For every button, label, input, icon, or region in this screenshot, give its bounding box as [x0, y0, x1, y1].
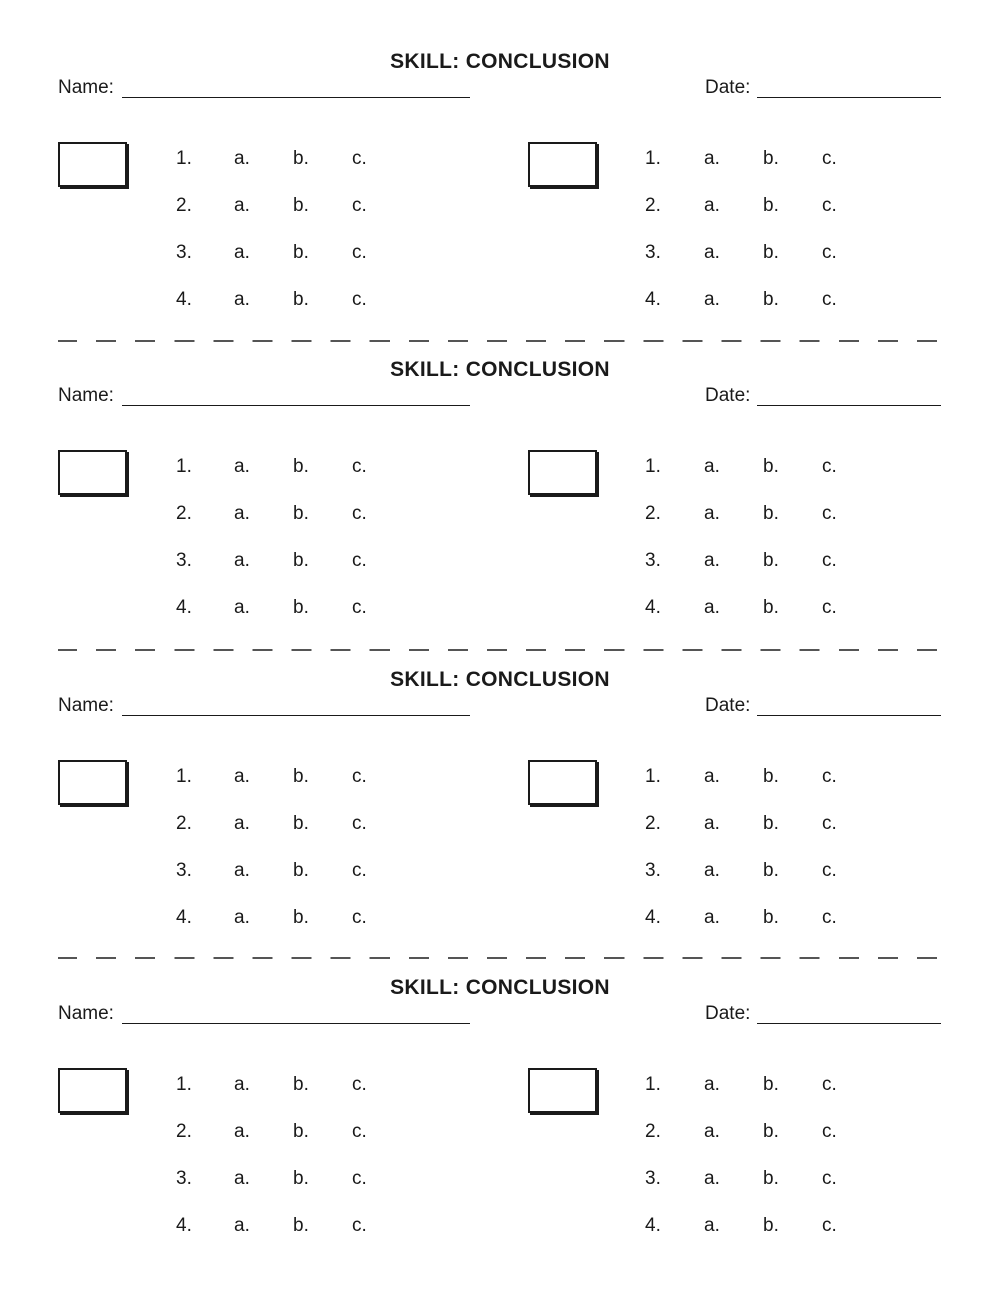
name-label: Name: [58, 385, 114, 406]
question-number: 3. [176, 242, 192, 263]
choice-b[interactable]: b. [763, 1074, 779, 1095]
name-label: Name: [58, 77, 114, 98]
choice-a[interactable]: a. [704, 503, 720, 524]
choice-b[interactable]: b. [763, 766, 779, 787]
choice-b[interactable]: b. [763, 195, 779, 216]
choice-c[interactable]: c. [352, 242, 367, 263]
choice-a[interactable]: a. [234, 1121, 250, 1142]
choice-c[interactable]: c. [822, 1215, 837, 1236]
choice-c[interactable]: c. [352, 148, 367, 169]
cut-line-divider [58, 340, 941, 342]
choice-b[interactable]: b. [763, 1215, 779, 1236]
choice-a[interactable]: a. [704, 289, 720, 310]
question-number: 4. [176, 1215, 192, 1236]
question-number: 3. [176, 860, 192, 881]
question-number: 3. [645, 242, 661, 263]
right-question-row [0, 1215, 1000, 1241]
choice-a[interactable]: a. [704, 550, 720, 571]
question-number: 3. [645, 550, 661, 571]
choice-c[interactable]: c. [822, 907, 837, 928]
choice-a[interactable]: a. [234, 907, 250, 928]
date-label: Date: [705, 385, 751, 406]
choice-b[interactable]: b. [293, 907, 309, 928]
choice-a[interactable]: a. [234, 242, 250, 263]
date-label: Date: [705, 77, 751, 98]
date-field[interactable] [757, 405, 941, 406]
right-question-row [0, 860, 1000, 886]
choice-b[interactable]: b. [763, 456, 779, 477]
choice-c[interactable]: c. [822, 242, 837, 263]
question-number: 3. [176, 1168, 192, 1189]
choice-c[interactable]: c. [352, 1121, 367, 1142]
right-question-row [0, 1168, 1000, 1194]
choice-a[interactable]: a. [234, 550, 250, 571]
question-number: 2. [176, 503, 192, 524]
choice-b[interactable]: b. [293, 550, 309, 571]
choice-a[interactable]: a. [234, 1215, 250, 1236]
answer-section [0, 0, 1000, 310]
date-label: Date: [705, 695, 751, 716]
choice-c[interactable]: c. [822, 766, 837, 787]
choice-b[interactable]: b. [293, 148, 309, 169]
answer-section [0, 308, 1000, 618]
choice-c[interactable]: c. [822, 550, 837, 571]
choice-c[interactable]: c. [822, 1121, 837, 1142]
choice-c[interactable]: c. [352, 766, 367, 787]
choice-b[interactable]: b. [763, 242, 779, 263]
choice-c[interactable]: c. [352, 289, 367, 310]
choice-b[interactable]: b. [293, 503, 309, 524]
right-question-row [0, 550, 1000, 576]
cut-line-divider [58, 957, 941, 959]
choice-a[interactable]: a. [704, 766, 720, 787]
name-label: Name: [58, 1003, 114, 1024]
choice-b[interactable]: b. [763, 148, 779, 169]
choice-b[interactable]: b. [763, 503, 779, 524]
right-question-row [0, 148, 1000, 174]
choice-c[interactable]: c. [352, 1074, 367, 1095]
choice-a[interactable]: a. [704, 1215, 720, 1236]
choice-a[interactable]: a. [234, 1168, 250, 1189]
choice-c[interactable]: c. [822, 148, 837, 169]
choice-b[interactable]: b. [293, 289, 309, 310]
choice-b[interactable]: b. [293, 813, 309, 834]
question-number: 1. [645, 766, 661, 787]
choice-b[interactable]: b. [763, 289, 779, 310]
choice-a[interactable]: a. [704, 242, 720, 263]
right-question-row [0, 503, 1000, 529]
choice-a[interactable]: a. [704, 1121, 720, 1142]
choice-b[interactable]: b. [763, 813, 779, 834]
choice-c[interactable]: c. [352, 860, 367, 881]
question-number: 4. [645, 1215, 661, 1236]
choice-b[interactable]: b. [293, 597, 309, 618]
choice-a[interactable]: a. [234, 766, 250, 787]
question-number: 4. [176, 597, 192, 618]
date-field[interactable] [757, 715, 941, 716]
answer-section [0, 926, 1000, 1236]
choice-a[interactable]: a. [704, 148, 720, 169]
question-number: 2. [645, 1121, 661, 1142]
choice-b[interactable]: b. [293, 195, 309, 216]
choice-c[interactable]: c. [352, 597, 367, 618]
choice-b[interactable]: b. [293, 456, 309, 477]
choice-c[interactable]: c. [822, 503, 837, 524]
question-number: 4. [645, 597, 661, 618]
question-number: 2. [176, 1121, 192, 1142]
name-field[interactable] [122, 1023, 470, 1024]
right-question-row [0, 195, 1000, 221]
name-label: Name: [58, 695, 114, 716]
choice-b[interactable]: b. [763, 597, 779, 618]
choice-b[interactable]: b. [293, 1074, 309, 1095]
choice-a[interactable]: a. [234, 503, 250, 524]
choice-a[interactable]: a. [234, 597, 250, 618]
choice-c[interactable]: c. [822, 289, 837, 310]
choice-a[interactable]: a. [704, 813, 720, 834]
cut-line-divider [58, 649, 941, 651]
choice-a[interactable]: a. [234, 1074, 250, 1095]
date-field[interactable] [757, 97, 941, 98]
choice-a[interactable]: a. [234, 195, 250, 216]
right-question-row [0, 1121, 1000, 1147]
choice-c[interactable]: c. [822, 195, 837, 216]
choice-c[interactable]: c. [352, 456, 367, 477]
choice-b[interactable]: b. [293, 766, 309, 787]
choice-a[interactable]: a. [234, 813, 250, 834]
question-number: 2. [645, 813, 661, 834]
name-field[interactable] [122, 405, 470, 406]
choice-b[interactable]: b. [763, 907, 779, 928]
question-number: 4. [645, 907, 661, 928]
question-number: 2. [176, 195, 192, 216]
choice-c[interactable]: c. [822, 860, 837, 881]
question-number: 2. [176, 813, 192, 834]
choice-c[interactable]: c. [352, 195, 367, 216]
question-number: 4. [176, 907, 192, 928]
choice-b[interactable]: b. [293, 860, 309, 881]
choice-c[interactable]: c. [822, 597, 837, 618]
choice-a[interactable]: a. [234, 289, 250, 310]
right-question-row [0, 1074, 1000, 1100]
choice-c[interactable]: c. [352, 1215, 367, 1236]
choice-c[interactable]: c. [352, 503, 367, 524]
date-field[interactable] [757, 1023, 941, 1024]
right-question-row [0, 813, 1000, 839]
question-number: 1. [645, 456, 661, 477]
choice-a[interactable]: a. [704, 456, 720, 477]
choice-a[interactable]: a. [704, 597, 720, 618]
choice-a[interactable]: a. [234, 860, 250, 881]
right-question-row [0, 456, 1000, 482]
choice-a[interactable]: a. [704, 860, 720, 881]
question-number: 1. [645, 1074, 661, 1095]
right-question-row [0, 242, 1000, 268]
choice-c[interactable]: c. [822, 456, 837, 477]
question-number: 3. [645, 860, 661, 881]
question-number: 1. [645, 148, 661, 169]
question-number: 4. [645, 289, 661, 310]
name-field[interactable] [122, 715, 470, 716]
answer-section [0, 618, 1000, 928]
choice-a[interactable]: a. [704, 1168, 720, 1189]
choice-c[interactable]: c. [822, 1074, 837, 1095]
choice-c[interactable]: c. [352, 813, 367, 834]
section-title: SKILL: CONCLUSION [390, 358, 610, 381]
question-number: 3. [645, 1168, 661, 1189]
section-title: SKILL: CONCLUSION [390, 50, 610, 73]
choice-b[interactable]: b. [763, 1168, 779, 1189]
question-number: 1. [176, 148, 192, 169]
right-question-row [0, 766, 1000, 792]
choice-a[interactable]: a. [704, 907, 720, 928]
choice-c[interactable]: c. [822, 1168, 837, 1189]
choice-c[interactable]: c. [352, 550, 367, 571]
choice-a[interactable]: a. [234, 456, 250, 477]
choice-b[interactable]: b. [293, 1215, 309, 1236]
question-number: 2. [645, 503, 661, 524]
question-number: 2. [645, 195, 661, 216]
question-number: 1. [176, 1074, 192, 1095]
choice-b[interactable]: b. [293, 1168, 309, 1189]
section-title: SKILL: CONCLUSION [390, 976, 610, 999]
choice-c[interactable]: c. [352, 907, 367, 928]
question-number: 3. [176, 550, 192, 571]
name-field[interactable] [122, 97, 470, 98]
question-number: 4. [176, 289, 192, 310]
question-number: 1. [176, 766, 192, 787]
choice-a[interactable]: a. [704, 195, 720, 216]
section-title: SKILL: CONCLUSION [390, 668, 610, 691]
choice-b[interactable]: b. [763, 1121, 779, 1142]
choice-c[interactable]: c. [822, 813, 837, 834]
choice-a[interactable]: a. [234, 148, 250, 169]
date-label: Date: [705, 1003, 751, 1024]
choice-b[interactable]: b. [293, 242, 309, 263]
choice-c[interactable]: c. [352, 1168, 367, 1189]
choice-a[interactable]: a. [704, 1074, 720, 1095]
choice-b[interactable]: b. [293, 1121, 309, 1142]
choice-b[interactable]: b. [763, 550, 779, 571]
question-number: 1. [176, 456, 192, 477]
choice-b[interactable]: b. [763, 860, 779, 881]
